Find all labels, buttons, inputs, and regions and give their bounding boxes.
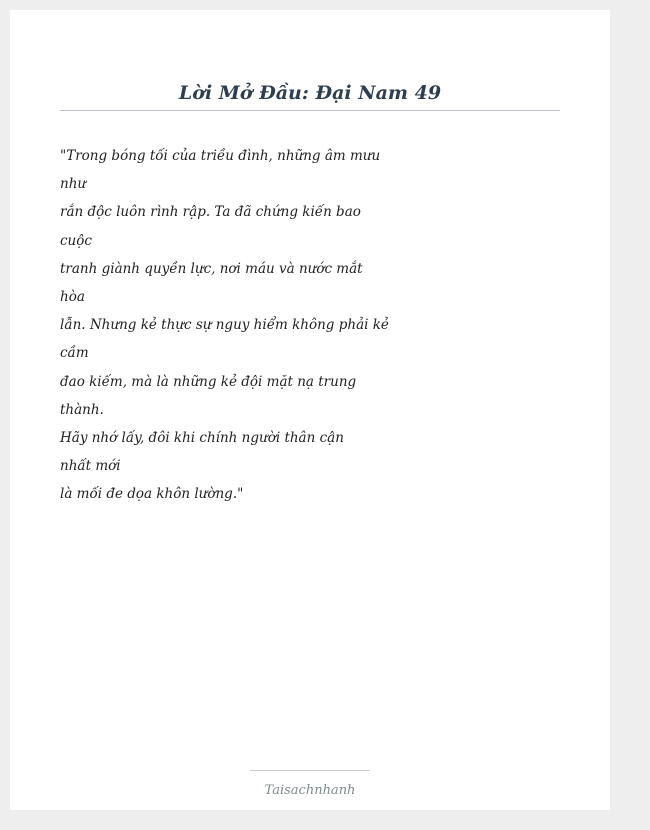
- text-line: hòa: [60, 288, 85, 305]
- text-line: thành.: [60, 401, 104, 418]
- text-line: cầm: [60, 345, 89, 362]
- text-line: nhất mới: [60, 458, 121, 475]
- footer-brand: Taisachnhanh: [264, 783, 356, 798]
- text-line: "Trong bóng tối của triều đình, những âm mưu: [60, 148, 381, 164]
- text-line: rắn độc luôn rình rập. Ta đã chứng kiến bao: [60, 204, 361, 221]
- footer-divider: [250, 770, 370, 771]
- quote-text: [60, 142, 389, 508]
- text-line: đao kiếm, mà là những kẻ đội mặt nạ trung: [60, 373, 357, 390]
- text-line: là mối đe dọa khôn lường.": [60, 486, 244, 503]
- text-line: cuộc: [60, 232, 92, 249]
- document-page: [10, 10, 610, 810]
- text-line: như: [60, 176, 87, 193]
- page-title: Lời Mở Đầu: Đại Nam 49: [178, 82, 442, 104]
- title-divider: [60, 110, 560, 111]
- text-line: tranh giành quyền lực, nơi máu và nước mắt: [60, 260, 363, 277]
- text-line: lẫn. Nhưng kẻ thực sự nguy hiểm không phải kẻ: [60, 317, 389, 334]
- text-line: Hãy nhớ lấy, đôi khi chính người thân cận: [60, 429, 344, 446]
